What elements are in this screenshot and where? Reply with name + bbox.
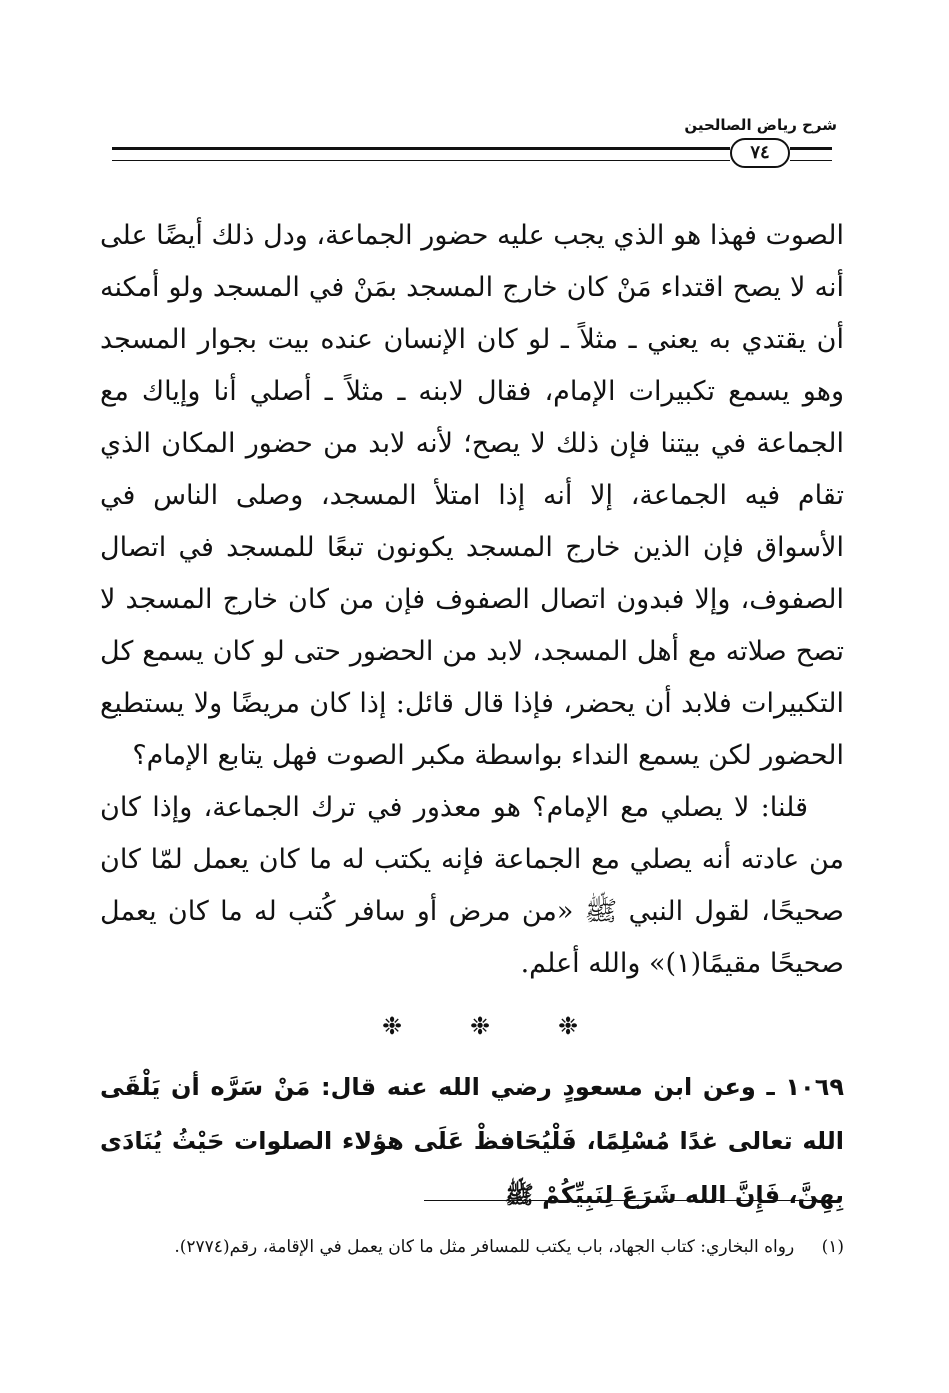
footnote bbox=[100, 1234, 844, 1260]
star-ornament-icon: ❉ bbox=[557, 1012, 579, 1040]
star-ornament-icon: ❉ bbox=[381, 1012, 403, 1040]
header-rule-right bbox=[790, 147, 832, 161]
paragraph: قلنا: لا يصلي مع الإمام؟ هو معذور في ترك الجماعة، وإذا كان من عادته أنه يصلي مع الجماعة فإنه يكتب له ما كان يعمل لمّا كان صحيحًا، لقول النبي ﷺ «من مرض أو سافر كُتب له ما كان يعمل صحيحًا مقيمًا(١)» والله أعلم. bbox=[100, 792, 844, 979]
section-separator bbox=[380, 1012, 580, 1040]
footnote-number: (١) bbox=[821, 1237, 844, 1257]
running-header-title: شرح رياض الصالحين bbox=[684, 116, 837, 134]
page-number-badge: ٧٤ bbox=[730, 138, 790, 168]
star-ornament-icon: ❉ bbox=[469, 1012, 491, 1040]
footnote-text: رواه البخاري: كتاب الجهاد، باب يكتب للمسافر مثل ما كان يعمل في الإقامة، رقم(٢٧٧٤). bbox=[174, 1237, 795, 1257]
paragraph: الصوت فهذا هو الذي يجب عليه حضور الجماعة، ودل ذلك أيضًا على أنه لا يصح اقتداء مَنْ كان خارج المسجد بمَنْ في المسجد ولو أمكنه أن يقتدي به يعني ـ مثلاً ـ لو كان الإنسان عنده بيت بجوار المسجد وهو يسمع تكبيرات الإمام، فقال لابنه ـ مثلاً ـ أصلي أنا وإياك مع الجماعة في بيتنا فإن ذلك لا يصح؛ لأنه لابد من حضور المكان الذي تقام فيه الجماعة، إلا أنه إذا امتلأ المسجد، وصلى الناس في الأسواق فإن الذين خارج المسجد يكونون تبعًا للمسجد في اتصال الصفوف، وإلا فبدون اتصال الصفوف فإن من كان خارج المسجد لا تصح صلاته مع أهل المسجد، لابد من الحضور حتى لو كان يسمع كل التكبيرات فلابد أن يحضر، فإذا قال قائل: إذا كان مريضًا ولا يستطيع الحضور لكن يسمع النداء بواسطة مكبر الصوت فهل يتابع الإمام؟ bbox=[100, 220, 844, 771]
main-text bbox=[100, 210, 844, 990]
footnote-divider bbox=[424, 1200, 832, 1201]
header-rule-left bbox=[112, 147, 730, 161]
hadith-text: ١٠٦٩ ـ وعن ابن مسعودٍ رضي الله عنه قال: مَنْ سَرَّه أن يَلْقَى الله تعالى غدًا مُسْلِمًا، فَلْيُحَافظْ عَلَى هؤلاء الصلوات حَيْثُ يُنَادَى بِهِنَّ، فَإِنَّ الله شَرَعَ لِنَبِيِّكُمْ ﷺ bbox=[100, 1073, 844, 1209]
